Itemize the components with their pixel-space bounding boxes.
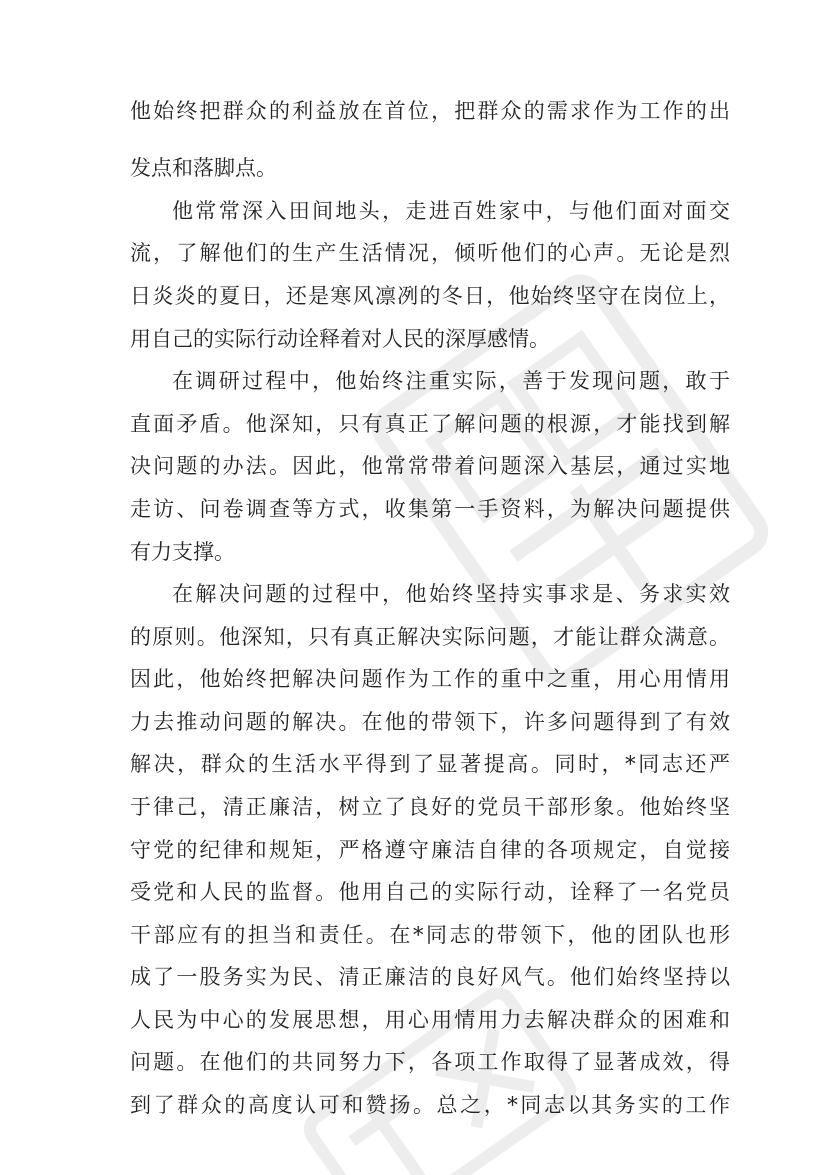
text-line: 力去推动问题的解决。在他的带领下，许多问题得到了有效 — [130, 710, 730, 734]
text-line: 在解决问题的过程中，他始终坚持实事求是、务求实效 — [172, 582, 730, 606]
text-line: 在调研过程中，他始终注重实际，善于发现问题，敢于 — [172, 369, 730, 393]
text-line: 流，了解他们的生产生活情况，倾听他们的心声。无论是烈 — [130, 241, 730, 265]
text-line: 于律己，清正廉洁，树立了良好的党员干部形象。他始终坚 — [130, 795, 730, 819]
text-line: 解决，群众的生活水平得到了显著提高。同时，*同志还严 — [130, 752, 730, 776]
text-line: 走访、问卷调查等方式，收集第一手资料，为解决问题提供 — [130, 497, 730, 521]
text-line: 因此，他始终把解决问题作为工作的重中之重，用心用情用 — [130, 667, 730, 691]
text-line: 到了群众的高度认可和赞扬。总之，*同志以其务实的工作 — [130, 1093, 730, 1117]
text-line: 他常常深入田间地头，走进百姓家中，与他们面对面交 — [172, 199, 730, 223]
text-line: 发点和落脚点。 — [130, 156, 277, 180]
text-line: 成了一股务实为民、清正廉洁的良好风气。他们始终坚持以 — [130, 965, 730, 989]
text-line: 的原则。他深知，只有真正解决实际问题，才能让群众满意。 — [130, 625, 730, 649]
text-line: 人民为中心的发展思想，用心用情用力去解决群众的困难和 — [130, 1008, 730, 1032]
text-line: 有力支撑。 — [130, 540, 235, 564]
text-line: 用自己的实际行动诠释着对人民的深厚感情。 — [130, 327, 550, 351]
text-line: 干部应有的担当和责任。在*同志的带领下，他的团队也形 — [130, 923, 730, 947]
text-line: 直面矛盾。他深知，只有真正了解问题的根源，才能找到解 — [130, 412, 730, 436]
text-line: 日炎炎的夏日，还是寒风凛冽的冬日，他始终坚守在岗位上， — [130, 284, 730, 308]
text-line: 问题。在他们的共同努力下，各项工作取得了显著成效，得 — [130, 1050, 730, 1074]
text-line: 受党和人民的监督。他用自己的实际行动，诠释了一名党员 — [130, 880, 730, 904]
text-line: 他始终把群众的利益放在首位，把群众的需求作为工作的出 — [130, 99, 730, 123]
text-line: 守党的纪律和规矩，严格遵守廉洁自律的各项规定，自觉接 — [130, 838, 730, 862]
text-line: 决问题的办法。因此，他常常带着问题深入基层，通过实地 — [130, 454, 730, 478]
